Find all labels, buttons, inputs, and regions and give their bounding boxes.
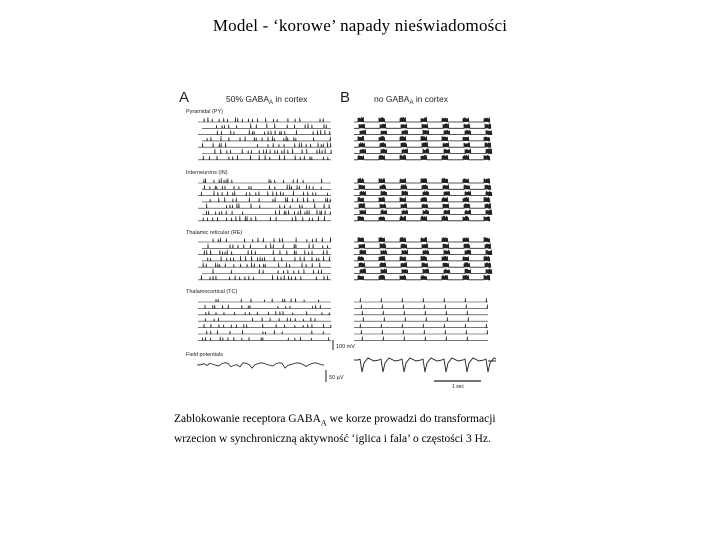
- interneuron-trace-b: [354, 197, 490, 202]
- interneuron-trace-a: [202, 210, 331, 215]
- panel-b-heading: no $GABA_A$ in cortex: [374, 94, 448, 106]
- time-scale-label: 1 sec: [452, 384, 464, 390]
- thalamocortical-trace-a: [198, 298, 331, 302]
- panel-b-letter: B: [340, 89, 351, 106]
- panel-a-heading: 50% $GABA_A$ in cortex: [226, 94, 308, 106]
- thalamocortical-trace-a: [198, 337, 331, 341]
- reticular-trace-a: [198, 250, 331, 255]
- interneuron-trace-a: [202, 185, 331, 190]
- reticular-trace-b: [354, 243, 491, 248]
- interneuron-trace-a: [198, 203, 331, 208]
- interneuron-trace-b: [354, 184, 491, 189]
- interneuron-trace-b: [354, 178, 490, 183]
- field-scale-label: 50 µV: [329, 375, 344, 381]
- figure-caption: Zablokowanie receptora $GABA_A$ we korze prowadzi do transformacji wrzecion w synchroniczną aktywność ‘iglica i fala’ o częstości 3 Hz.: [174, 413, 496, 446]
- thalamocortical-trace-b: [354, 317, 488, 321]
- pyramidal-trace-b: [354, 136, 490, 141]
- pyramidal-trace-b: [354, 142, 491, 147]
- thalamocortical-trace-b: [354, 304, 488, 308]
- reticular-trace-b: [354, 262, 491, 267]
- panel-a-letter: A: [179, 89, 190, 106]
- interneuron-trace-b: [354, 191, 492, 196]
- field-potential-trace-b: [354, 358, 496, 372]
- interneuron-trace-b: [354, 216, 490, 221]
- pyramidal-trace-a: [198, 155, 331, 160]
- thalamocortical-trace-b: [354, 336, 488, 340]
- section-label-thalamocortical: Thalamocortical (TC): [186, 289, 238, 295]
- reticular-trace-b: [354, 275, 490, 280]
- interneuron-trace-a: [198, 216, 331, 221]
- pyramidal-trace-b: [354, 117, 490, 122]
- pyramidal-trace-a: [202, 149, 332, 154]
- neural-traces: [198, 117, 496, 372]
- pyramidal-trace-b: [354, 155, 490, 160]
- pyramidal-trace-a: [202, 136, 331, 141]
- reticular-trace-a: [202, 269, 331, 274]
- thalamocortical-trace-a: [198, 324, 331, 328]
- field-potential-trace-a: [198, 363, 324, 368]
- thalamocortical-trace-a: [198, 305, 331, 309]
- thalamocortical-trace-b: [354, 298, 488, 302]
- section-label-interneurons: Interneurons (IN): [186, 170, 228, 176]
- thalamocortical-trace-a: [198, 330, 331, 334]
- thalamocortical-trace-b: [354, 311, 488, 315]
- reticular-trace-a: [198, 262, 331, 267]
- pyramidal-trace-b: [354, 123, 491, 128]
- interneuron-trace-b: [354, 203, 491, 208]
- pyramidal-trace-a: [198, 130, 331, 135]
- pyramidal-trace-a: [198, 117, 331, 122]
- interneuron-trace-a: [198, 178, 331, 183]
- reticular-trace-a: [198, 237, 331, 242]
- interneuron-trace-a: [202, 197, 331, 202]
- reticular-trace-b: [354, 237, 490, 242]
- section-label-field-potentials: Field potentials: [186, 352, 223, 358]
- thalamocortical-trace-a: [198, 317, 331, 321]
- reticular-trace-a: [202, 243, 331, 248]
- neural-simulation-figure: [176, 82, 496, 392]
- thalamocortical-trace-b: [354, 330, 488, 334]
- reticular-trace-b: [354, 250, 492, 255]
- reticular-trace-b: [354, 269, 492, 274]
- pyramidal-trace-a: [198, 142, 331, 147]
- section-label-thalamic-reticular: Thalamic reticular (RE): [186, 230, 243, 236]
- reticular-trace-b: [354, 256, 490, 261]
- section-label-pyramidal: Pyramidal (PY): [186, 109, 223, 115]
- pyramidal-trace-b: [354, 149, 492, 154]
- slide-title: Model - ‘korowe’ napady nieświadomości: [212, 16, 508, 35]
- pyramidal-trace-b: [354, 130, 492, 135]
- interneuron-trace-a: [198, 191, 331, 196]
- interneuron-trace-b: [354, 210, 492, 215]
- thalamocortical-trace-a: [198, 311, 331, 315]
- thalamocortical-trace-b: [354, 324, 488, 328]
- reticular-trace-a: [198, 275, 331, 280]
- reticular-trace-a: [202, 256, 331, 261]
- voltage-scale-label: 100 mV: [336, 344, 355, 350]
- pyramidal-trace-a: [202, 123, 331, 128]
